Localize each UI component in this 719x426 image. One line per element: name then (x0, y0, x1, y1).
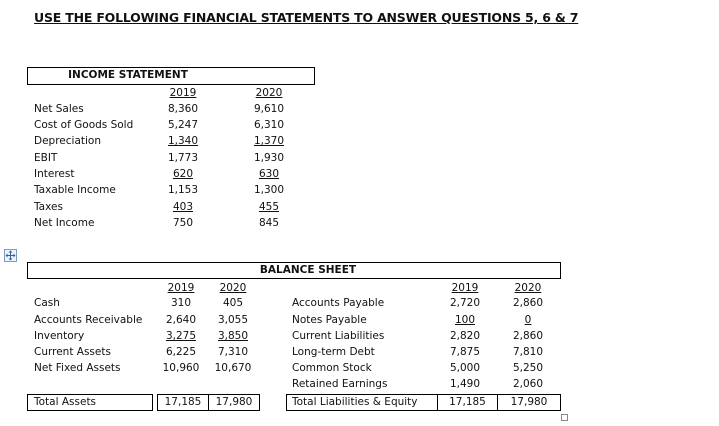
income-statement-header: INCOME STATEMENT (68, 69, 188, 81)
liability-2019: 5,000 (449, 362, 481, 374)
liability-label: Long-term Debt (292, 346, 375, 358)
income-row-label: Interest (34, 168, 75, 180)
income-row-2019: 1,773 (167, 152, 199, 164)
asset-2019: 310 (170, 297, 192, 309)
asset-2019: 3,275 (165, 330, 197, 342)
income-row-2019: 1,340 (167, 135, 199, 147)
balance-sheet-header: BALANCE SHEET (259, 264, 357, 276)
liabilities-year-2019: 2019 (451, 282, 479, 294)
move-icon[interactable] (4, 249, 17, 262)
total-assets-2019: 17,185 (164, 396, 202, 408)
income-row-2019: 620 (172, 168, 194, 180)
liability-label: Accounts Payable (292, 297, 385, 309)
income-row-2019: 403 (172, 201, 194, 213)
liability-2020: 2,860 (512, 330, 544, 342)
total-assets-2020-box (208, 394, 260, 411)
income-row-label: Depreciation (34, 135, 101, 147)
income-row-2019: 5,247 (167, 119, 199, 131)
asset-label: Current Assets (34, 346, 111, 358)
balance-sheet-header-box (27, 262, 561, 279)
liability-2019: 7,875 (449, 346, 481, 358)
asset-2019: 2,640 (165, 314, 197, 326)
income-row-2020: 630 (258, 168, 280, 180)
asset-label: Cash (34, 297, 60, 309)
total-assets-label-box (27, 394, 153, 411)
asset-2020: 7,310 (217, 346, 249, 358)
liability-2019: 1,490 (449, 378, 481, 390)
income-row-label: Taxable Income (34, 184, 116, 196)
total-assets-label: Total Assets (34, 396, 97, 408)
total-assets-2019-box (157, 394, 209, 411)
liability-2019: 2,820 (449, 330, 481, 342)
page-title: USE THE FOLLOWING FINANCIAL STATEMENTS TO ANSWER QUESTIONS 5, 6 & 7 (34, 10, 579, 25)
asset-2020: 3,850 (217, 330, 249, 342)
income-row-label: Net Income (34, 217, 95, 229)
income-row-2019: 750 (172, 217, 194, 229)
income-statement-header-box (27, 67, 315, 85)
income-year-2020: 2020 (255, 87, 283, 99)
total-liabilities-2019-box (437, 394, 498, 411)
income-row-label: EBIT (34, 152, 58, 164)
total-liabilities-label-box (286, 394, 438, 411)
liability-2020: 2,060 (512, 378, 544, 390)
liability-2020: 7,810 (512, 346, 544, 358)
income-row-2020: 845 (258, 217, 280, 229)
liability-2019: 2,720 (449, 297, 481, 309)
income-row-2020: 455 (258, 201, 280, 213)
assets-year-2019: 2019 (167, 282, 195, 294)
income-year-2019: 2019 (169, 87, 197, 99)
liability-2020: 5,250 (512, 362, 544, 374)
liability-label: Retained Earnings (292, 378, 388, 390)
total-liabilities-label: Total Liabilities & Equity (292, 396, 418, 408)
asset-label: Accounts Receivable (34, 314, 143, 326)
liability-label: Common Stock (292, 362, 372, 374)
liability-label: Notes Payable (292, 314, 367, 326)
income-row-label: Cost of Goods Sold (34, 119, 134, 131)
income-row-2019: 1,153 (167, 184, 199, 196)
liabilities-year-2020: 2020 (514, 282, 542, 294)
liability-label: Current Liabilities (292, 330, 385, 342)
assets-year-2020: 2020 (219, 282, 247, 294)
income-row-2019: 8,360 (167, 103, 199, 115)
asset-2020: 405 (222, 297, 244, 309)
income-row-2020: 9,610 (253, 103, 285, 115)
asset-2019: 6,225 (165, 346, 197, 358)
total-liabilities-2020-box (497, 394, 561, 411)
total-liabilities-2019: 17,185 (449, 396, 486, 408)
asset-2020: 10,670 (214, 362, 252, 374)
asset-label: Inventory (34, 330, 85, 342)
income-row-2020: 6,310 (253, 119, 285, 131)
asset-2020: 3,055 (217, 314, 249, 326)
income-row-2020: 1,300 (253, 184, 285, 196)
income-row-2020: 1,930 (253, 152, 285, 164)
liability-2019: 100 (454, 314, 476, 326)
asset-label: Net Fixed Assets (34, 362, 121, 374)
income-row-2020: 1,370 (253, 135, 285, 147)
asset-2019: 10,960 (162, 362, 200, 374)
income-row-label: Taxes (34, 201, 63, 213)
move-arrows-icon (5, 250, 16, 261)
total-assets-2020: 17,980 (215, 396, 253, 408)
total-liabilities-2020: 17,980 (510, 396, 548, 408)
liability-2020: 2,860 (512, 297, 544, 309)
liability-2020: 0 (524, 314, 532, 326)
income-row-label: Net Sales (34, 103, 84, 115)
resize-icon[interactable] (561, 414, 568, 421)
